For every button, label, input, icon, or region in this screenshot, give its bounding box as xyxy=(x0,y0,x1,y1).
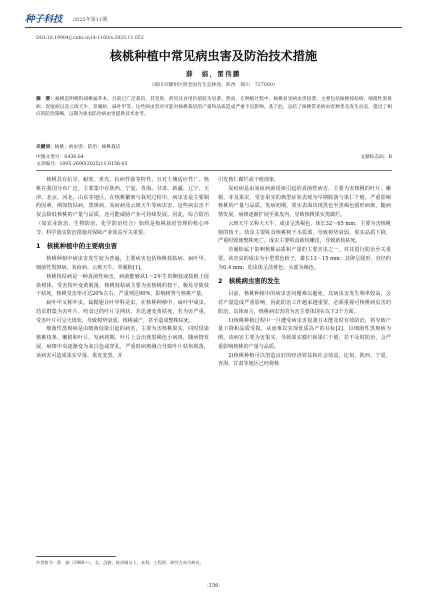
body-paragraph: 2)核桃种植可以创造良好的经济效益和社会效益，比如，陕西、宁夏、青海、甘肃等地区已经将核 xyxy=(218,352,391,368)
section-heading-1: 1 核桃种植中的主要病虫害 xyxy=(36,242,118,251)
abstract-label: 摘 要： xyxy=(36,97,55,102)
clc-number: 中图分类号：S436.64 xyxy=(36,155,84,160)
doi-line: DOI:10.19904/j.cnki.cn14-1160/s.2025.11.052 xyxy=(36,36,144,41)
body-paragraph: 引发核仁腐烂或干瘪现象。 xyxy=(218,177,280,183)
keywords-text: 核桃；病虫害；防治；核桃栽培 xyxy=(54,145,121,150)
abstract xyxy=(36,96,392,119)
body-paragraph: 细菌性黑斑病是由细菌侵染引起的病害，主要为害核桃果实，同时侵染核桃枝条、嫩梢和叶片。发病初期，叶片上会出现黑褐色小病斑，随病情发展，病斑中央逐渐变为灰白色或穿孔，严重时病斑融合导致叶片枯焦脱落，该病害可造成果实早落、果皮变黑，并 xyxy=(36,326,209,359)
issue-label: 2025年第11期 xyxy=(73,17,108,23)
footnote-rule xyxy=(36,556,116,557)
body-paragraph: 云斑天牛又称大天牛，成虫呈黑褐色，体长32～65 mm，主要为害核桃树的枝干。幼虫主要蛀食核桃树干木质部，导致树势衰弱，果实品质下降，严重时致使整株死亡，成虫主要啃食新枝嫩皮，导致新枝枯死。 xyxy=(218,220,391,245)
header-rule xyxy=(25,27,402,28)
keywords-label: 关键词： xyxy=(36,145,55,150)
abstract-text: 核桃是明桃科胡桃属乔木，目前已广泛栽培，其坚果、药用及食用价值较为显著。然而，在种植过程中，核桃易受病虫害侵袭。主要包括核桃枝枯病、细菌性黑斑病、炭疽病以及云斑天牛、草履蚧、扁叶甲等。这些病虫害对可能对核桃栽培的产量和品质造成严重不良影响。基于此，总结了核桃常见病虫害种类及发生动态，提出了相应的防治策略，以期为果农防治病虫害提供技术参考。 xyxy=(36,97,392,118)
body-paragraph: 炭疽病是由炭疽病菌侵染引起的真菌性病害，主要为害核桃的叶片、嫩梢、芽及果实，受害果实的典型症状表现为早期脱落与果仁干瘪，严重影响核桃的产量与品质。发病初期，果实表面出现黑色至黑褐色圆形病斑，随病情发展，病斑逐渐扩展至果皮内，导致核桃果实黑腐烂。 xyxy=(218,185,391,218)
body-paragraph: 草履蚧属于影响核桃品质和产量的主要害虫之一，对其进行防治至关重要。该害虫的成虫为小型黑色蚧子，雄长13～15 mm；其卵呈圆形，直径约为0.4 mm；幼虫体呈淡黄色，头部为褐色。 xyxy=(218,247,391,271)
journal-logo: 种子科技 xyxy=(25,14,63,25)
intro-paragraph: 核桃具有抗旱、耐寒、喜光、抗病性强等特性，且对土壤适应性广。核桃在我国分布广泛，主要集中在陕西、宁夏、青海、甘肃、新疆、辽宁、天津、北京、河北、山东等地区。在核桃繁殖与栽培过程中，病虫害是主要制约因素，例如枝枯病、黑斑病、炭疽病及云斑天牛等病虫害，这些病虫害不仅会降低核桃的产量与品质，还可能威胁产业可持续发展。因此，综合防治（如农业防治、生物防治、化学防治结合）始终是核桃栽培管理的核心环节，科学落实防治措施对保障产业效益至关重要。 xyxy=(36,177,209,236)
right-column xyxy=(218,176,391,369)
article-meta-row xyxy=(36,154,392,161)
body-paragraph: 核桃种植中病虫害发生较为普遍，主要病害包括核桃枝枯病、扁叶甲、细菌性黑斑病、炭疽病、云斑天牛、草履蚧[1]。 xyxy=(36,256,209,271)
keywords xyxy=(36,144,392,151)
body-paragraph: 扁叶甲又称叶虫，属鞘翅目叶甲科昆虫，在核桃种植中，扁叶甲成虫、幼虫群集为害叶片，咬食过的叶片呈网状，并迅速变黄枯死，若为害严重，受害叶片可呈火烧状，导致树势衰弱、核桃减产，甚至造成整株枯死。 xyxy=(36,300,209,324)
article-number: 文章编号：1005-2690(2025)11-0156-03 xyxy=(36,162,128,167)
body-paragraph: 核桃枝枯病是一种真菌性病害，病菌能够从1～2年生的侧枝或枝梢上侵染树体，受害枝叶变黄脱落，核桃枝枯病主要为害核桃的枝干，极易导致枝干枯死，核桃受害率可达20%左右，严重则达90%，影响树势与核桃产量。 xyxy=(36,273,209,298)
section-heading-2: 2 核桃病虫害的发生 xyxy=(218,277,280,286)
page-number: ·156· xyxy=(206,583,221,589)
author-footnote: 作者简介：薛 娟（1980—），女，汉族，陕西铜川人，本科，工程师，研究方向为林业。 xyxy=(36,560,204,565)
journal-header xyxy=(25,14,402,26)
article-meta-row-2 xyxy=(36,161,392,168)
author-affiliation: （铜川市耀州区照金国有生态林场，陕西 铜川 727000） xyxy=(149,83,278,88)
meta-rule xyxy=(36,170,392,171)
article-authors: 薛 娟，雷伟鹏 xyxy=(186,71,241,78)
article-title: 核桃种植中常见病虫害及防治技术措施 xyxy=(109,49,318,63)
body-paragraph: 1)核桃种植过程中一旦遭受病虫害侵袭且未能及时有效防治，将导致产量下降和品质受损，从而难以实现优质高产的目标[2]，以细菌性黑斑病为例，该病害主要为害果实，导致果实腐烂和果仁干瘪，若不及时防治，会严重影响核桃的产量与品质。 xyxy=(218,317,391,350)
body-paragraph: 目前，核桃种植中的病虫害问题难以避免，其病虫害发生频率较高，会对产量造成严重影响，因此防治工作越来越重要，必须重视可核桃病虫害的防治。具体而言，核桃病虫害的为害主要体现在以下3个方面。 xyxy=(218,291,391,315)
document-code: 文献标志码：B xyxy=(360,155,392,160)
left-column xyxy=(36,176,209,360)
